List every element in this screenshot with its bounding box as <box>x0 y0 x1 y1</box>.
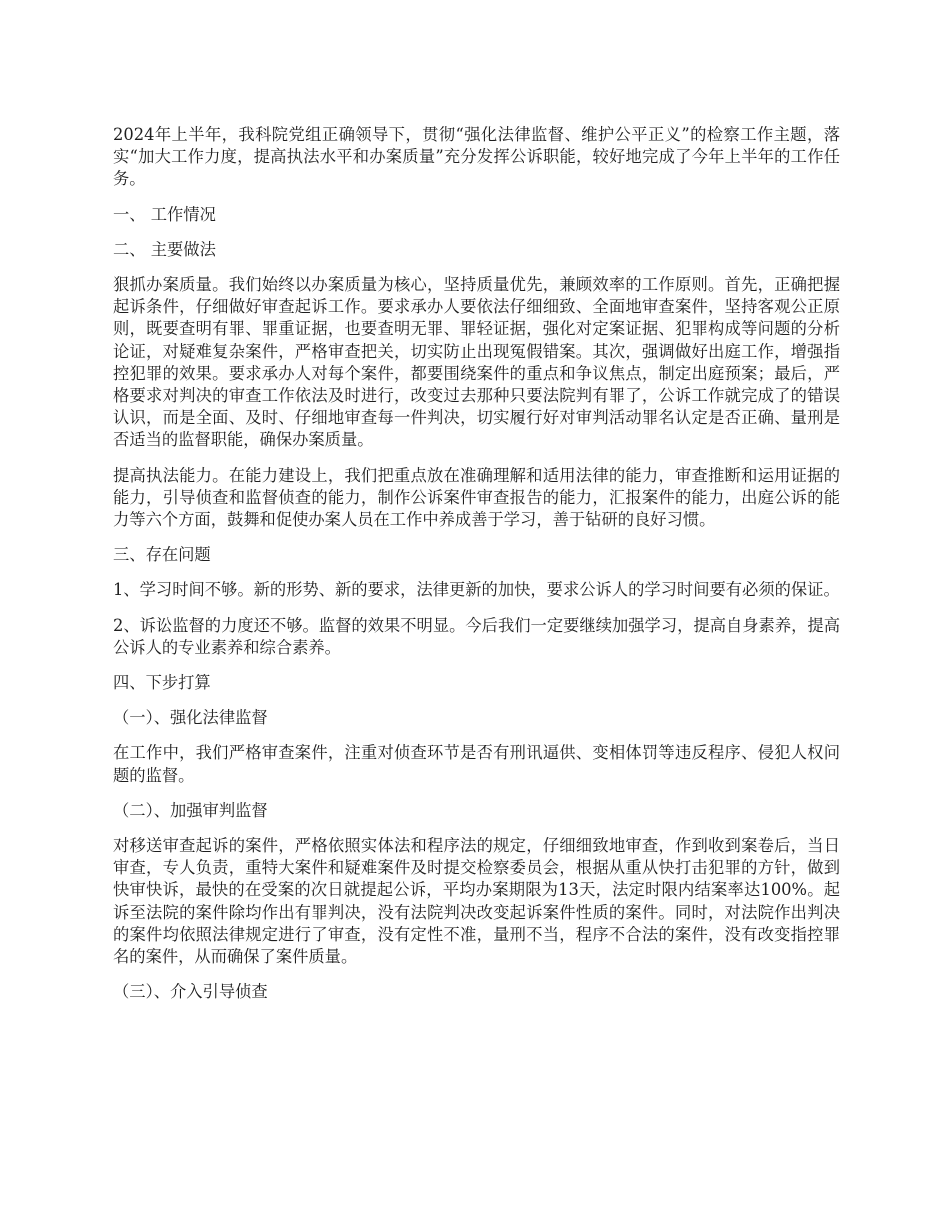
heading-main-practices: 二、 主要做法 <box>113 239 216 259</box>
problem-item-2: 2、诉讼监督的力度还不够。监督的效果不明显。今后我们一定要继续加强学习，提高自身素养，提高公诉人的专业素养和综合素养。 <box>113 615 840 657</box>
heading-existing-problems: 三、存在问题 <box>113 545 211 565</box>
paragraph-case-quality: 狠抓办案质量。我们始终以办案质量为核心，坚持质量优先，兼顾效率的工作原则。首先，正确把握起诉条件，仔细做好审查起诉工作。要求承办人要依法仔细细致、全面地审查案件，坚持客观公正原则，既要查明有罪、罪重证据，也要查明无罪、罪轻证据，强化对定案证据、犯罪构成等问题的分析论证，对疑难复杂案件，严格审查把关，切实防止出现冤假错案。其次，强调做好出庭工作，增强指控犯罪的效果。要求承办人对每个案件，都要围绕案件的重点和争议焦点，制定出庭预案；最后，严格要求对判决的审查工作依法及时进行，改变过去那种只要法院判有罪了，公诉工作就完成了的错误认识，而是全面、及时、仔细地审查每一件判决，切实履行好对审判活动罪名认定是否正确、量刑是否适当的监督职能，确保办案质量。 <box>113 275 840 450</box>
paragraph-trial-supervision: 对移送审查起诉的案件，严格依照实体法和程序法的规定，仔细细致地审查，作到收到案卷后，当日审查，专人负责，重特大案件和疑难案件及时提交检察委员会，根据从重从快打击犯罪的方针，做到快审快诉，最快的在受案的次日就提起公诉，平均办案期限为13天，法定时限内结案率达100%。起诉至法院的案件除均作出有罪判决，没有法院判决改变起诉案件性质的案件。同时，对法院作出判决的案件均依照法律规定进行了审查，没有定性不准，量刑不当，程序不合法的案件，没有改变指控罪名的案件，从而确保了案件质量。 <box>113 836 840 967</box>
subheading-investigation-guidance: （三）、介入引导侦查 <box>113 982 268 1002</box>
document-body <box>113 124 840 1017</box>
paragraph-legal-supervision: 在工作中，我们严格审查案件，注重对侦查环节是否有刑讯逼供、变相体罚等违反程序、侵犯人权问题的监督。 <box>113 743 840 785</box>
intro-paragraph: 2024年上半年，我科院党组正确领导下，贯彻“强化法律监督、维护公平正义”的检察工作主题，落实“加大工作力度，提高执法水平和办案质量”充分发挥公诉职能，较好地完成了今年上半年的工作任务。 <box>113 125 840 189</box>
problem-item-1: 1、学习时间不够。新的形势、新的要求，法律更新的加快，要求公诉人的学习时间要有必须的保证。 <box>113 580 840 600</box>
heading-next-steps: 四、下步打算 <box>113 673 211 693</box>
paragraph-enforcement-ability: 提高执法能力。在能力建设上，我们把重点放在准确理解和适用法律的能力，审查推断和运用证据的能力，引导侦查和监督侦查的能力，制作公诉案件审查报告的能力，汇报案件的能力，出庭公诉的能力等六个方面，鼓舞和促使办案人员在工作中养成善于学习，善于钻研的良好习惯。 <box>113 465 840 530</box>
subheading-legal-supervision: （一）、强化法律监督 <box>113 708 268 728</box>
heading-work-situation: 一、 工作情况 <box>113 204 216 224</box>
subheading-trial-supervision: （二）、加强审判监督 <box>113 800 268 820</box>
